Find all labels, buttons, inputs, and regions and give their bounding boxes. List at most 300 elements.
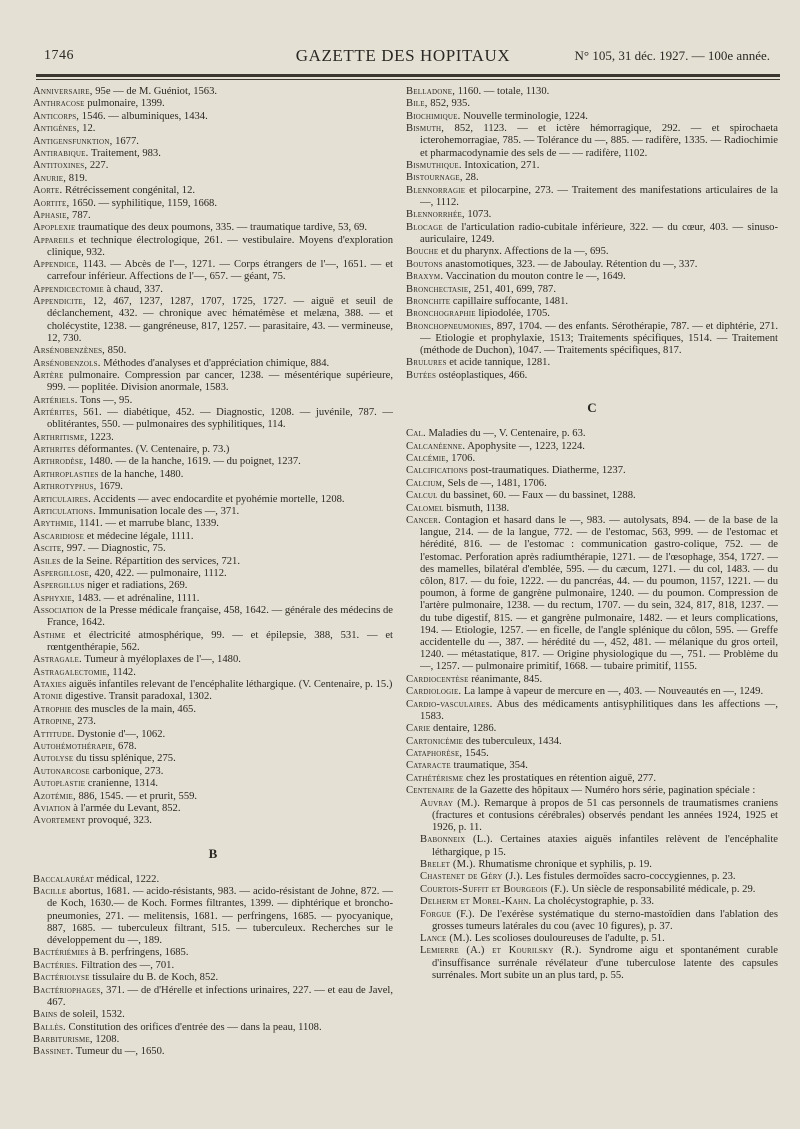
index-entry [406, 871, 778, 883]
section-letter-c: C [587, 400, 597, 416]
index-references: 1650. — syphilitique, 1159, 1668. [69, 197, 217, 209]
index-entry [406, 859, 778, 871]
index-term: Appareils [33, 234, 75, 246]
index-entry [406, 674, 778, 686]
index-entry [406, 441, 778, 453]
index-term: Atonie [33, 691, 63, 703]
index-references: 12. [79, 123, 96, 135]
index-entry [406, 246, 778, 258]
index-entry [406, 773, 778, 785]
index-term: Anthracose [33, 98, 85, 110]
index-entries-c [406, 428, 778, 797]
index-term: Calcifications [406, 465, 468, 477]
index-entry [33, 469, 393, 481]
index-term: Appendicite, [33, 296, 86, 308]
index-references: 886, 1545. — et prurit, 559. [75, 790, 198, 802]
index-references: abortus, 1681. — acido-résistants, 983. — acido-résistant de Johne, 872. — de Koch, 1630.— de Koch. Formes filtrantes, 1399. — diphtérique et broncho-pneumonies, 271. — melitensis, 1681. — perfringens, 1685. — pyocyanique, 887, 1685. — tuberculeux filtrant, 515. — tuberculeux. Recherches sur le développement du —, 189. [47, 886, 393, 946]
index-references: et médecine légale, 1111. [84, 530, 194, 542]
index-references: Maladies du —, V. Centenaire, p. 63. [425, 428, 586, 440]
index-term: Arythmie, [33, 518, 77, 530]
index-entry [33, 874, 393, 886]
index-term: Carie [406, 723, 431, 735]
left-column [33, 86, 393, 1059]
index-references: Contagion et hasard dans le —, 983. — autolysats, 894. — de la base de la langue, 214. — de la langue, 772. — de l'estomac, 563, 999. — de l'estomac et hérédité, 816. — de l'estomac : communication gastro-colique, 752. — de l'estomac. Perforation après radiumthérapie, 1271. — de l'œsophage, 354, 1727. — des mamelles, bilatéral d'emblée, 595. — du cæcum, 1271. — du col, 1483. — du côlon, 817. — du foie, 1222. — du pancréas, 44. — du poumon, 1157, 1221. — du poumon, à forme de gangrène pulmonaire, 1240. — du poumon. Compression de l'artère pulmonaire, 1238. — du rectum, 1707. — du sein, 324, 817, 818, 1237. — du tube digestif, 815. — et gangrène pulmonaire, 1482. — et leurs complications, 194. — Etiologie, 1257. — en ficelle, de l'angle splénique du côlon, 595. — Greffe accidentelle du —, 387. — hérédité du —, 452, 481. — mélanique du gros orteil, 1240. — métastatique, 817. — Origine physiologique du —, 751. — Problème du —, 1257. — pulmonaire primitif, 1668. — tubaire primitif, 1155. [420, 515, 778, 673]
index-term: Arthroplasties [33, 468, 99, 480]
index-references: des tuberculeux, 1434. [463, 735, 562, 747]
index-entry [33, 86, 393, 98]
index-references: déformantes. (V. Centenaire, p. 73.) [75, 444, 230, 456]
index-term: Apoplexie [33, 222, 76, 234]
index-references: provoqué, 323. [85, 815, 152, 827]
index-entry [406, 723, 778, 735]
index-entry [406, 909, 778, 933]
index-term: Antitoxines, [33, 160, 88, 172]
index-term: Cataracte [406, 760, 451, 772]
index-entry [406, 160, 778, 172]
index-entry [406, 111, 778, 123]
index-references: 227. [87, 160, 109, 172]
index-term: Auvray (M.). [420, 797, 481, 809]
index-entry [33, 358, 393, 370]
index-term: Babonneix (L.). [420, 834, 493, 846]
index-term: Asthme [33, 629, 66, 641]
index-references: et pilocarpine, 273. — Traitement des manifestations articulaires de la —, 1112. [420, 184, 778, 208]
index-references: de la Presse médicale française, 458, 1642. — générale des médecins de France, 1642. [47, 605, 393, 629]
index-entry [33, 284, 393, 296]
index-term: Bains [33, 1009, 58, 1021]
index-entry [33, 222, 393, 234]
index-term: Azotémie, [33, 790, 76, 802]
index-references: 251, 401, 699, 787. [471, 283, 556, 295]
index-term: Antigensfunktion, [33, 135, 113, 147]
index-references: de la Seine. Répartition des services, 721. [60, 555, 240, 567]
index-term: Bistournage, [406, 172, 463, 184]
index-term: Cardiologie. [406, 686, 462, 698]
index-entry [406, 259, 778, 271]
index-term: Atropine, [33, 716, 75, 728]
index-term: Astragalectomie, [33, 666, 110, 678]
index-entry [33, 778, 393, 790]
index-term: Association [33, 605, 84, 617]
index-references: 1677. [112, 135, 139, 147]
index-entry [33, 556, 393, 568]
index-references: tissulaire du B. de Koch, 852. [89, 972, 219, 984]
index-term: Cataphorèse, [406, 747, 463, 759]
index-term: Blocage [406, 221, 443, 233]
index-entry [33, 886, 393, 947]
index-term: Barbiturisme, [33, 1033, 93, 1045]
index-references: Rhumatisme chronique et syphilis, p. 19. [475, 858, 652, 870]
index-entry [33, 1046, 393, 1058]
index-references: Constitution des orifices d'entrée des — dans la peau, 1108. [65, 1021, 322, 1033]
index-term: Butées [406, 369, 437, 381]
index-term: Autoplastie [33, 778, 86, 790]
index-references: dentaire, 1286. [430, 723, 497, 735]
index-references: 787. [69, 209, 91, 221]
index-term: Ataxies [33, 679, 67, 691]
index-term: Aspergillus [33, 580, 85, 592]
index-references: Un siècle de responsabilité médicale, p. 29. [568, 883, 756, 895]
index-references: cranienne, 1314. [85, 778, 159, 790]
index-term: Cartonicémie [406, 735, 464, 747]
index-entry [406, 296, 778, 308]
index-term: Cal. [406, 428, 426, 440]
index-references: et électricité atmosphérique, 99. — et épilepsie, 388, 531. — et rœntgenthérapie, 562. [47, 629, 393, 653]
index-term: Bactériémies [33, 947, 89, 959]
index-term: Calomel [406, 502, 444, 514]
index-entry [33, 395, 393, 407]
index-entry [33, 1009, 393, 1021]
index-term: Cancer. [406, 515, 441, 526]
index-term: Autohémothérapie, [33, 741, 116, 753]
index-entry [406, 798, 778, 835]
index-term: Bactéries. [33, 959, 79, 971]
index-entry [406, 933, 778, 945]
index-references: 1679. [96, 481, 123, 493]
index-entry [406, 271, 778, 283]
index-references: capillaire suffocante, 1481. [450, 295, 569, 307]
index-entry [33, 111, 393, 123]
index-entry [406, 98, 778, 110]
index-term: Arthrites [33, 444, 76, 456]
index-term: Bismuth, [406, 123, 445, 135]
index-entry [33, 605, 393, 629]
index-references: 371. — de d'Hérelle et infections urinaires, 227. — et eau de Javel, 467. [47, 984, 393, 1008]
index-term: Belladone, [406, 86, 456, 97]
index-entry [406, 123, 778, 160]
index-references: 1141. — et marrube blanc, 1339. [76, 518, 219, 530]
index-references: 1706. [448, 453, 476, 465]
index-entry [406, 357, 778, 369]
index-references: Les fistules dermoïdes sacro-coccygiennes, p. 23. [522, 871, 736, 883]
index-entry [33, 741, 393, 753]
index-entry [406, 321, 778, 358]
index-entry [33, 580, 393, 592]
index-references: 95e — de M. Guéniot, 1563. [92, 86, 218, 97]
index-references: Tumeur à myéloplaxes de l'—, 1480. [81, 654, 241, 666]
index-term: Anurie, [33, 172, 67, 184]
index-entry [33, 444, 393, 456]
index-references: pulmonaire. Compression par cancer, 1238. — mésentérique supérieure, 999. — poplitée. Division anormale, 1583. [47, 370, 393, 394]
index-references: Méthodes d'analyses et d'appréciation chimique, 884. [100, 357, 330, 369]
index-entry [406, 222, 778, 246]
index-term: Arthritisme, [33, 431, 88, 443]
index-references: La cholécystographie, p. 33. [531, 896, 655, 908]
index-entry [33, 160, 393, 172]
index-references: chez les prostatiques en rétention aiguë, 277. [463, 772, 656, 784]
index-references: de soleil, 1532. [57, 1009, 125, 1021]
index-references: Tumeur du —, 1650. [73, 1046, 165, 1058]
index-entry [33, 815, 393, 827]
index-entry [406, 490, 778, 502]
index-term: Brelet (M.). [420, 858, 476, 870]
header-rule-thin [36, 79, 780, 80]
index-references: Sels de —, 1481, 1706. [444, 477, 547, 489]
index-entry [406, 760, 778, 772]
index-entry [33, 98, 393, 110]
index-term: Antigènes, [33, 123, 80, 135]
index-references: anastomotiques, 323. — de Jaboulay. Rétention du —, 337. [442, 258, 698, 270]
index-entry [33, 679, 393, 691]
index-entry [33, 716, 393, 728]
index-entry [406, 185, 778, 209]
index-references: 1142. [109, 666, 136, 678]
index-term: Appendicectomie [33, 283, 104, 295]
index-references: de l'articulation radio-cubitale inférieure, 322. — du cœur, 403. — sinuso-auriculaire, 1249. [420, 221, 778, 245]
index-term: Braxym. [406, 271, 444, 283]
index-references: Certaines ataxies aiguës infantiles relèvent de l'encéphalite léthargique, p 15. [432, 834, 778, 858]
journal-title: GAZETTE DES HOPITAUX [295, 46, 511, 65]
index-term: Ballès. [33, 1021, 66, 1033]
index-entry [33, 235, 393, 259]
index-references: La lampe à vapeur de mercure en —, 403. — Nouveautés en —, 1249. [461, 686, 764, 698]
index-references: Intoxication, 271. [461, 159, 540, 171]
index-entry [406, 172, 778, 184]
index-entry [33, 1022, 393, 1034]
index-term: Biochimique. [406, 110, 461, 122]
index-entry [406, 308, 778, 320]
index-references: 897, 1704. — des enfants. Sérothérapie, 787. — et diphtérie, 271. — Etiologie et prophylaxie, 1513; Traitements spécifiques, 1514. — Traitement (méthode de Duchon), 1047. — Traitements spécifiques, 817. [420, 320, 778, 357]
index-references: Dystonie d'—, 1062. [74, 728, 166, 740]
index-references: Abus des médicaments antisyphilitiques dans les affections —, 1583. [420, 698, 778, 722]
index-entry [33, 296, 393, 345]
index-references: 1073. [464, 209, 492, 221]
index-references: ostéoplastiques, 466. [436, 369, 528, 381]
index-entry [33, 568, 393, 580]
index-entry [33, 198, 393, 210]
index-term: Bactériophages, [33, 984, 104, 996]
index-entry [406, 785, 778, 797]
index-term: Bactériolyse [33, 972, 90, 984]
index-references: médical, 1222. [93, 873, 160, 885]
index-term: Arthrodèse, [33, 456, 87, 468]
index-entry [33, 210, 393, 222]
index-entry [406, 834, 778, 858]
index-references: Nouvelle terminologie, 1224. [460, 110, 588, 122]
index-term: Calcul [406, 490, 438, 502]
index-term: Antirabique. [33, 147, 89, 159]
index-term: Lemierre (A.) et Kourilsky (R.). [420, 945, 582, 957]
index-entries-a [33, 86, 393, 828]
index-term: Anniversaire, [33, 86, 93, 97]
index-entry [33, 766, 393, 778]
index-term: Chastenet de Géry (J.). [420, 871, 523, 883]
centenaire-sub-entries [406, 798, 778, 983]
index-entry [33, 803, 393, 815]
index-entry [406, 370, 778, 382]
index-entry [33, 123, 393, 135]
index-references: Apophysite —, 1223, 1224. [465, 440, 585, 452]
index-term: Attitude. [33, 728, 75, 740]
index-references: du bassinet, 60. — Faux — du bassinet, 1288. [437, 490, 636, 502]
index-entry [406, 284, 778, 296]
index-term: Aorte. [33, 185, 63, 197]
right-column [406, 86, 778, 982]
index-entry [33, 791, 393, 803]
index-references: 1160. — totale, 1130. [455, 86, 550, 97]
index-references: bismuth, 1138. [443, 502, 510, 514]
index-references: 28. [462, 172, 479, 184]
index-references: niger et radiations, 269. [84, 580, 188, 592]
index-references: 1483. — et adrénaline, 1111. [74, 592, 200, 604]
index-references: et acide tannique, 1281. [446, 357, 551, 369]
index-term: Calcanéenne. [406, 440, 466, 452]
index-references: à chaud, 337. [103, 283, 163, 295]
index-term: Arthrotyphus, [33, 481, 97, 493]
index-references: 852, 1123. — et ictère hémorragique, 292. — et spirochaeta icterohemorragiae, 785. — Tolérance du —, 885. — radifère, 1335. — Radiochimie et pharmacodynamie des sels de — — radifère, 1102. [420, 123, 778, 159]
index-references: du tissu splénique, 275. [73, 753, 176, 765]
index-entry [33, 136, 393, 148]
index-term: Artériels. [33, 394, 78, 406]
section-letter-b: B [208, 845, 218, 861]
index-term: Avortement [33, 815, 86, 827]
index-entry [33, 259, 393, 283]
index-term: Bronchopneumonies, [406, 320, 494, 332]
index-references: 678. [115, 741, 137, 753]
index-entries-b-cont [406, 86, 778, 382]
index-references: 852, 935. [427, 98, 470, 110]
index-term: Cathétérisme [406, 772, 464, 784]
index-entry [33, 531, 393, 543]
index-entry [406, 209, 778, 221]
index-entry [33, 370, 393, 394]
index-entry [33, 185, 393, 197]
index-references: et du pharynx. Affections de la —, 695. [438, 246, 609, 258]
index-term: Delherm et Morel-Kahn. [420, 896, 532, 908]
index-term: Baccalauréat [33, 873, 94, 885]
index-references: 561. — diabétique, 452. — Diagnostic, 1208. — juvénile, 787. — oblitérantes, 550. — pulmonaires des syphilitiques, 114. [47, 407, 393, 431]
index-references: 12, 467, 1237, 1287, 1707, 1725, 1727. — aiguë et seuil de déclanchement, 432. — chronique avec hématémèse et melæna, 388. — et cholécystite, 1238. — gangréneuse, 817, 1257. — parasitaire, 43. — vermineuse, 12, 730. [47, 296, 393, 344]
index-entry [33, 543, 393, 555]
index-references: à B. perfringens, 1685. [88, 947, 189, 959]
index-entry [406, 515, 778, 674]
index-entry [33, 432, 393, 444]
index-references: de la hanche, 1480. [98, 468, 184, 480]
index-references: 420, 422. — pulmonaire, 1112. [91, 567, 227, 579]
index-references: traumatique des deux poumons, 335. — traumatique tardive, 53, 69. [75, 222, 368, 234]
index-references: 1480. — de la hanche, 1619. — du poignet, 1237. [86, 456, 301, 468]
index-entries-b [33, 874, 393, 1059]
index-entry [406, 884, 778, 896]
index-term: Autonarcose [33, 765, 90, 777]
index-entry [33, 630, 393, 654]
index-references: et technique électrologique, 261. — vestibulaire. Moyens d'exploration clinique, 932. [47, 234, 393, 258]
index-entry [33, 704, 393, 716]
index-term: Cardio-vasculaires. [406, 698, 493, 710]
index-references: réanimante, 845. [468, 673, 543, 685]
index-references: carbonique, 273. [89, 765, 164, 777]
index-references: digestive. Transit paradoxal, 1302. [62, 691, 212, 703]
index-references: 1545. [462, 747, 489, 759]
index-entry [406, 736, 778, 748]
index-references: Rétrécissement congénital, 12. [62, 185, 196, 197]
index-entry [33, 972, 393, 984]
index-references: 997. — Diagnostic, 75. [64, 543, 166, 555]
index-entry [33, 753, 393, 765]
index-term: Ascaridiose [33, 530, 85, 542]
index-term: Bile, [406, 98, 428, 110]
header-rule-thick [36, 74, 780, 77]
index-entry [33, 494, 393, 506]
index-entry [33, 506, 393, 518]
index-references: Les scolioses douloureuses de l'adulte, p. 51. [472, 933, 665, 945]
index-term: Cardiocentèse [406, 673, 469, 685]
index-term: Calcium, [406, 477, 445, 489]
index-entry [406, 453, 778, 465]
index-entry [33, 960, 393, 972]
index-entry [33, 667, 393, 679]
index-references: 1546. — albuminiques, 1434. [79, 110, 208, 122]
index-references: 1143. — Abcès de l'—, 1271. — Corps étrangers de l'—, 1651. — et carrefour inférieur. Affections de l'—, 657. — géant, 75. [47, 259, 393, 283]
index-term: Bouche [406, 246, 439, 258]
index-references: Accidents — avec endocardite et pyohémie mortelle, 1208. [90, 493, 345, 505]
index-term: Articulations. [33, 505, 96, 517]
index-term: Astragale. [33, 654, 82, 666]
index-term: Brulures [406, 357, 447, 369]
issue-info: N° 105, 31 déc. 1927. — 100e année. [574, 48, 770, 63]
index-references: 850. [105, 345, 127, 357]
index-entry [33, 947, 393, 959]
index-term: Aphasie, [33, 209, 70, 221]
index-references: lipiodolée, 1705. [475, 308, 550, 320]
index-term: Centenaire [406, 785, 455, 797]
index-entry [33, 345, 393, 357]
index-term: Courtois-Suffit et Bourgeois (F.). [420, 883, 569, 895]
index-references: Syndrome aigu et spontanément curable d'insuffisance surrénale révélateur d'une tuberculose latente des capsules surrénales. Mort subite un an plus tard, p. 55. [432, 945, 778, 981]
index-entry [33, 456, 393, 468]
index-entry [33, 148, 393, 160]
index-entry [33, 729, 393, 741]
index-term: Artérites, [33, 407, 78, 419]
index-entry [33, 173, 393, 185]
index-references: aiguës infantiles relevant de l'encéphalite léthargique. (V. Centenaire, p. 15.) [66, 679, 393, 691]
index-term: Arsénobenzols. [33, 357, 101, 369]
index-entry [406, 465, 778, 477]
index-references: des muscles de la main, 465. [71, 703, 196, 715]
index-term: Blennorragie [406, 184, 466, 196]
index-references: Remarque à propos de 51 cas personnels de traumatismes craniens (fractures et contusions cérébrales) observés pendant les années 1924, 1925 et 1926, p. 11. [432, 797, 779, 833]
index-term: Bronchographie [406, 308, 476, 320]
index-entry [33, 518, 393, 530]
index-term: Lance (M.). [420, 933, 473, 945]
index-references: traumatique, 354. [450, 760, 528, 772]
index-references: Traitement, 983. [88, 147, 161, 159]
index-entry [33, 481, 393, 493]
index-term: Appendice, [33, 259, 79, 271]
index-term: Calcémie, [406, 453, 449, 465]
index-references: 273. [74, 716, 96, 728]
index-term: Asiles [33, 555, 61, 567]
index-term: Aspergillose, [33, 567, 92, 579]
index-references: post-traumatiques. Diatherme, 1237. [467, 465, 626, 477]
index-term: Artère [33, 370, 64, 382]
index-term: Anticorps, [33, 110, 80, 122]
page-header [36, 44, 770, 70]
index-term: Blennorrhée, [406, 209, 465, 221]
index-term: Aortite, [33, 197, 70, 209]
index-entry [406, 503, 778, 515]
index-entry [33, 985, 393, 1009]
index-term: Bassinet. [33, 1046, 74, 1058]
index-references: 1223. [87, 431, 114, 443]
index-entry [406, 699, 778, 723]
index-entry [406, 945, 778, 982]
index-term: Bismuthique. [406, 159, 462, 171]
index-entry [33, 407, 393, 431]
index-references: De l'exérèse systématique du sterno-mastoïdien dans l'ablation des grosses tumeurs latérales du cou (avec 10 figures), p. 37. [432, 908, 778, 932]
index-term: Atrophie [33, 703, 72, 715]
index-term: Bronchectasie, [406, 283, 472, 295]
